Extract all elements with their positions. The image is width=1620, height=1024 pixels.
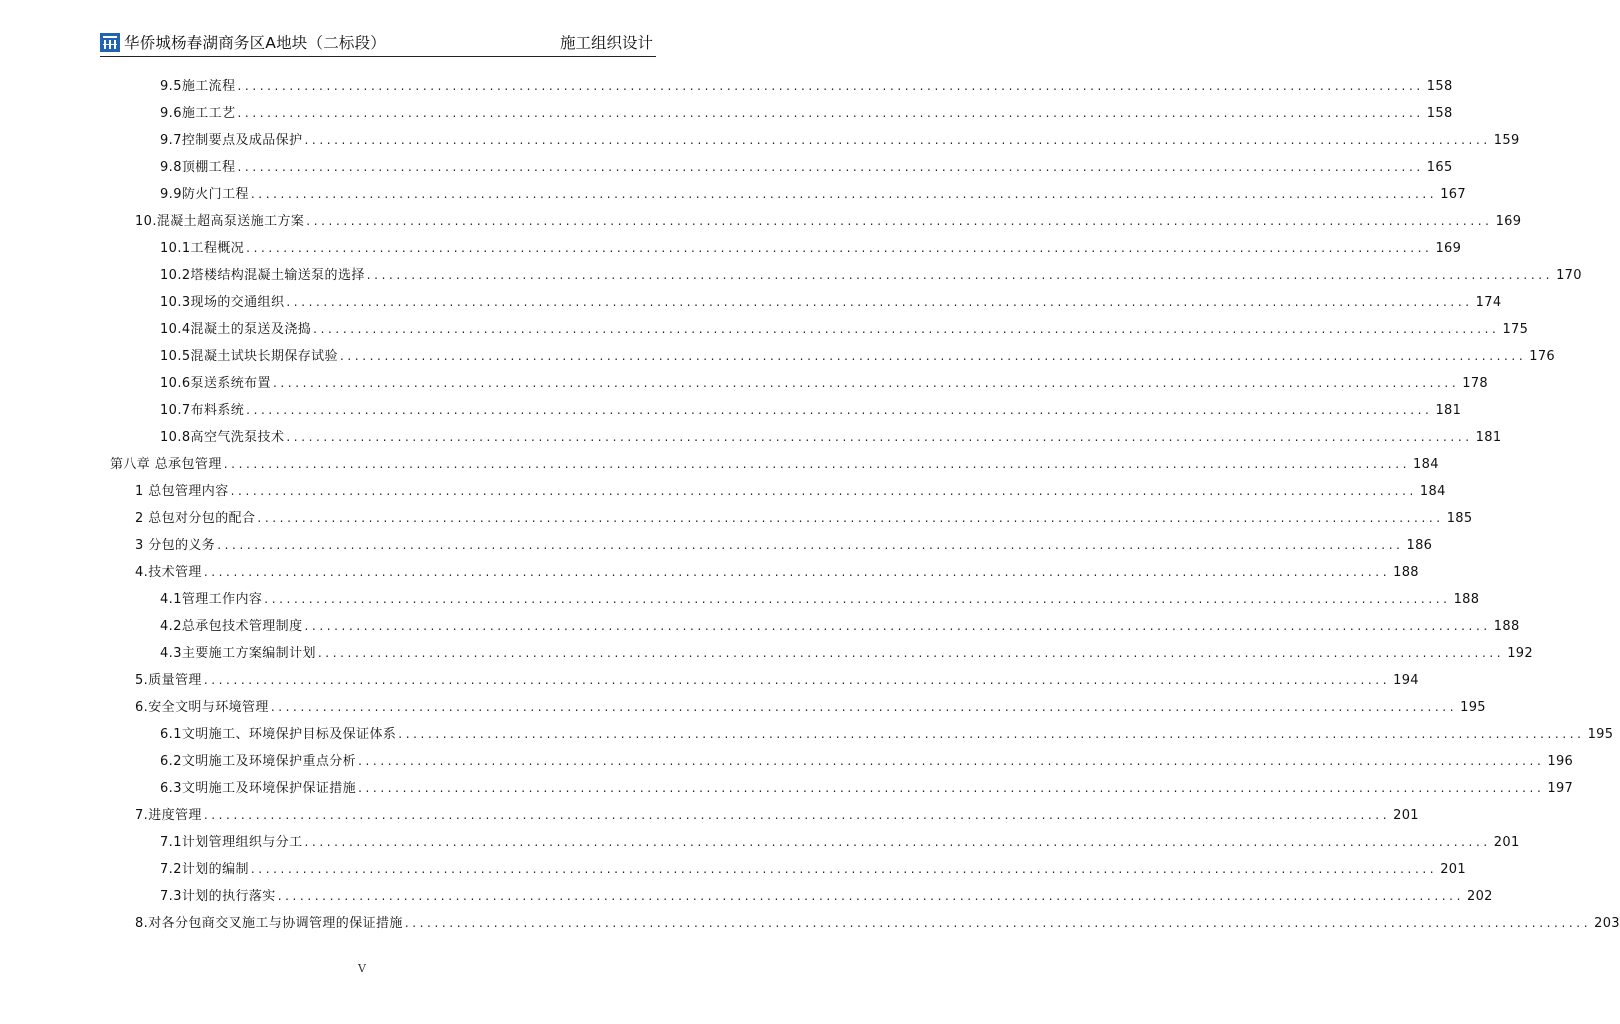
toc-entry-title: 6.2文明施工及环境保护重点分析 — [160, 754, 357, 769]
toc-entry-title: 2 总包对分包的配合 — [135, 511, 256, 526]
toc-entry[interactable] — [160, 316, 1529, 343]
toc-entry[interactable] — [160, 181, 1466, 208]
toc-entry[interactable] — [160, 775, 1574, 802]
toc-entry-page: 194 — [1393, 673, 1419, 688]
toc-dot-leader: ................................................................................................................................................................ — [366, 268, 1554, 282]
toc-entry[interactable] — [160, 289, 1502, 316]
toc-dot-leader: ................................................................................................................................................................ — [404, 916, 1592, 930]
toc-entry-page: 184 — [1413, 457, 1439, 472]
toc-entry-page: 185 — [1446, 511, 1473, 526]
toc-entry[interactable] — [160, 883, 1493, 910]
toc-dot-leader: ................................................................................................................................................................ — [217, 538, 1404, 552]
toc-entry-page: 175 — [1502, 322, 1529, 337]
toc-entry-title: 9.9防火门工程 — [160, 187, 249, 202]
toc-entry-page: 203 — [1594, 916, 1620, 931]
toc-entry-page: 165 — [1426, 160, 1453, 175]
toc-entry-title: 10.混凝土超高泵送施工方案 — [135, 214, 305, 229]
toc-entry[interactable] — [160, 397, 1462, 424]
toc-entry-title: 8.对各分包商交叉施工与协调管理的保证措施 — [135, 916, 403, 931]
toc-entry-title: 9.7控制要点及成品保护 — [160, 133, 303, 148]
toc-dot-leader: ................................................................................................................................................................ — [339, 349, 1527, 363]
toc-entry-page: 201 — [1440, 862, 1466, 877]
toc-entry-page: 181 — [1435, 403, 1462, 418]
toc-entry[interactable] — [135, 694, 1486, 721]
toc-dot-leader: ................................................................................................................................................................ — [250, 187, 1438, 201]
toc-dot-leader: ................................................................................................................................................................ — [203, 565, 1391, 579]
toc-entry-title: 9.6施工工艺 — [160, 106, 236, 121]
toc-entry[interactable] — [135, 478, 1446, 505]
toc-entry-title: 9.5施工流程 — [160, 79, 236, 94]
toc-entry-title: 10.2塔楼结构混凝土输送泵的选择 — [160, 268, 365, 283]
toc-entry-page: 174 — [1475, 295, 1502, 310]
toc-dot-leader: ................................................................................................................................................................ — [203, 808, 1391, 822]
toc-entry-title: 4.1管理工作内容 — [160, 592, 263, 607]
toc-entry-page: 192 — [1507, 646, 1533, 661]
toc-entry[interactable] — [160, 127, 1520, 154]
toc-entry-title: 9.8顶棚工程 — [160, 160, 236, 175]
toc-entry-title: 第八章 总承包管理 — [110, 457, 222, 472]
toc-entry[interactable] — [160, 613, 1520, 640]
toc-entry[interactable] — [135, 802, 1419, 829]
toc-dot-leader: ................................................................................................................................................................ — [246, 241, 1433, 255]
toc-dot-leader: ................................................................................................................................................................ — [246, 403, 1433, 417]
toc-dot-leader: ................................................................................................................................................................ — [230, 484, 1417, 498]
table-of-contents — [0, 73, 1620, 937]
toc-entry[interactable] — [135, 667, 1419, 694]
toc-dot-leader: ................................................................................................................................................................ — [358, 781, 1545, 795]
toc-entry-page: 201 — [1393, 808, 1419, 823]
toc-entry-page: 176 — [1529, 349, 1555, 364]
toc-entry-page: 186 — [1406, 538, 1433, 553]
toc-dot-leader: ................................................................................................................................................................ — [304, 619, 1491, 633]
toc-entry-title: 1 总包管理内容 — [135, 484, 229, 499]
toc-entry-title: 7.2计划的编制 — [160, 862, 249, 877]
toc-entry-page: 158 — [1426, 106, 1453, 121]
toc-entry-title: 10.7布料系统 — [160, 403, 245, 418]
toc-entry[interactable] — [160, 586, 1480, 613]
toc-entry-title: 10.4混凝土的泵送及浇捣 — [160, 322, 312, 337]
page-header — [100, 30, 656, 57]
toc-entry[interactable] — [160, 748, 1574, 775]
document-type-title: 施工组织设计 — [559, 34, 653, 52]
toc-entry[interactable] — [160, 640, 1533, 667]
toc-entry[interactable] — [160, 370, 1488, 397]
company-logo-icon — [100, 33, 120, 52]
toc-dot-leader: ................................................................................................................................................................ — [306, 214, 1493, 228]
toc-entry-page: 169 — [1435, 241, 1462, 256]
toc-entry-title: 5.质量管理 — [135, 673, 202, 688]
toc-entry[interactable] — [135, 559, 1419, 586]
toc-dot-leader: ................................................................................................................................................................ — [304, 835, 1491, 849]
toc-entry-title: 6.安全文明与环境管理 — [135, 700, 269, 715]
toc-dot-leader: ................................................................................................................................................................ — [270, 700, 1458, 714]
toc-entry[interactable] — [135, 532, 1433, 559]
toc-entry-page: 181 — [1475, 430, 1502, 445]
toc-entry-title: 4.3主要施工方案编制计划 — [160, 646, 316, 661]
toc-dot-leader: ................................................................................................................................................................ — [277, 889, 1464, 903]
toc-dot-leader: ................................................................................................................................................................ — [223, 457, 1411, 471]
toc-entry[interactable] — [160, 721, 1614, 748]
toc-entry[interactable] — [110, 451, 1439, 478]
toc-dot-leader: ................................................................................................................................................................ — [398, 727, 1585, 741]
toc-entry-title: 7.3计划的执行落实 — [160, 889, 276, 904]
toc-entry-title: 4.2总承包技术管理制度 — [160, 619, 303, 634]
toc-dot-leader: ................................................................................................................................................................ — [237, 160, 1424, 174]
toc-entry-page: 188 — [1493, 619, 1520, 634]
toc-entry-title: 4.技术管理 — [135, 565, 202, 580]
toc-dot-leader: ................................................................................................................................................................ — [317, 646, 1505, 660]
toc-entry-title: 10.8高空气洗泵技术 — [160, 430, 285, 445]
toc-entry[interactable] — [160, 73, 1453, 100]
toc-entry-page: 169 — [1495, 214, 1522, 229]
toc-entry-title: 10.3现场的交通组织 — [160, 295, 285, 310]
toc-dot-leader: ................................................................................................................................................................ — [358, 754, 1545, 768]
toc-entry[interactable] — [160, 262, 1582, 289]
toc-entry-page: 195 — [1587, 727, 1614, 742]
toc-entry-page: 178 — [1462, 376, 1488, 391]
toc-entry-page: 188 — [1453, 592, 1480, 607]
toc-entry[interactable] — [135, 910, 1620, 937]
toc-entry-title: 10.5混凝土试块长期保存试验 — [160, 349, 338, 364]
toc-entry[interactable] — [160, 829, 1520, 856]
toc-dot-leader: ................................................................................................................................................................ — [257, 511, 1444, 525]
toc-entry-page: 201 — [1493, 835, 1520, 850]
toc-entry-page: 196 — [1547, 754, 1574, 769]
toc-entry-page: 170 — [1556, 268, 1582, 283]
toc-entry-page: 167 — [1440, 187, 1466, 202]
toc-entry-page: 184 — [1419, 484, 1446, 499]
toc-entry-title: 7.1计划管理组织与分工 — [160, 835, 303, 850]
toc-entry[interactable] — [160, 856, 1466, 883]
toc-entry-page: 158 — [1426, 79, 1453, 94]
toc-dot-leader: ................................................................................................................................................................ — [203, 673, 1391, 687]
toc-entry-title: 10.1工程概况 — [160, 241, 245, 256]
toc-entry[interactable] — [160, 235, 1462, 262]
toc-entry-title: 3 分包的义务 — [135, 538, 216, 553]
toc-entry[interactable] — [135, 208, 1522, 235]
toc-dot-leader: ................................................................................................................................................................ — [250, 862, 1438, 876]
toc-dot-leader: ................................................................................................................................................................ — [272, 376, 1460, 390]
toc-entry-page: 197 — [1547, 781, 1574, 796]
toc-entry-page: 159 — [1493, 133, 1520, 148]
document-project-title: 华侨城杨春湖商务区A地块（二标段） — [124, 34, 387, 52]
toc-entry[interactable] — [160, 154, 1453, 181]
toc-dot-leader: ................................................................................................................................................................ — [313, 322, 1500, 336]
toc-entry[interactable] — [160, 424, 1502, 451]
toc-dot-leader: ................................................................................................................................................................ — [237, 106, 1424, 120]
toc-dot-leader: ................................................................................................................................................................ — [264, 592, 1451, 606]
page-number: V — [358, 962, 366, 975]
toc-entry[interactable] — [160, 343, 1555, 370]
toc-dot-leader: ................................................................................................................................................................ — [237, 79, 1424, 93]
toc-entry-page: 202 — [1467, 889, 1493, 904]
toc-entry-page: 188 — [1393, 565, 1419, 580]
toc-dot-leader: ................................................................................................................................................................ — [286, 430, 1473, 444]
toc-entry-page: 195 — [1460, 700, 1486, 715]
toc-entry[interactable] — [160, 100, 1453, 127]
toc-entry-title: 7.进度管理 — [135, 808, 202, 823]
toc-entry-title: 10.6泵送系统布置 — [160, 376, 271, 391]
toc-dot-leader: ................................................................................................................................................................ — [304, 133, 1491, 147]
toc-entry-title: 6.1文明施工、环境保护目标及保证体系 — [160, 727, 397, 742]
toc-entry[interactable] — [135, 505, 1473, 532]
toc-dot-leader: ................................................................................................................................................................ — [286, 295, 1473, 309]
toc-entry-title: 6.3文明施工及环境保护保证措施 — [160, 781, 357, 796]
